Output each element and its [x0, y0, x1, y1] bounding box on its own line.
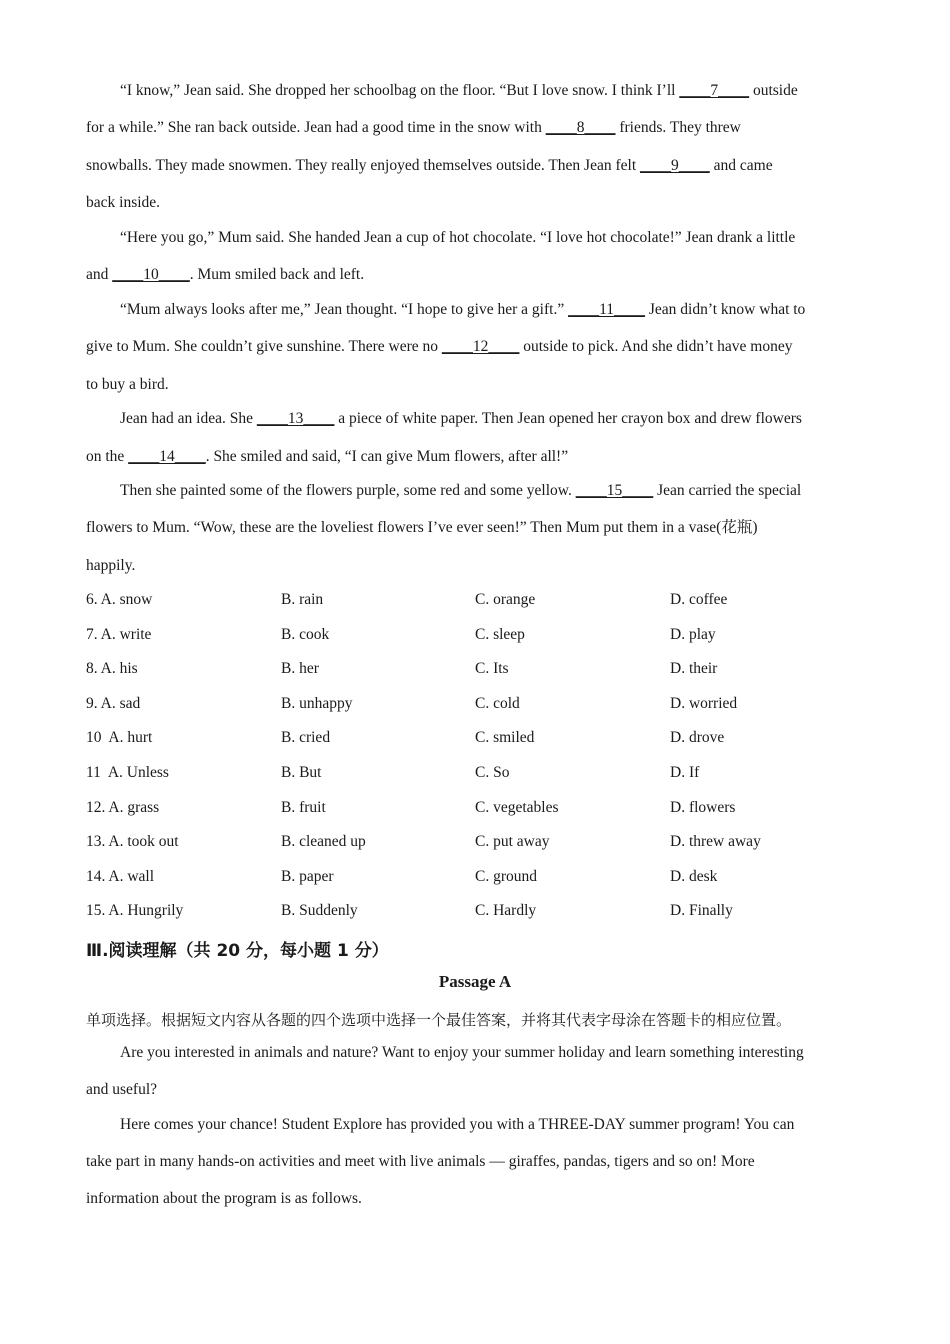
- option-c: C. So: [475, 764, 510, 781]
- option-b: B. her: [281, 660, 319, 677]
- option-d: D. coffee: [670, 591, 728, 608]
- option-d: D. drove: [670, 729, 725, 746]
- option-b: B. rain: [281, 591, 324, 608]
- blank-11: ____11____: [568, 301, 646, 318]
- passage-line: information about the program is as follows.: [86, 1190, 362, 1207]
- option-d: D. play: [670, 626, 716, 643]
- option-d: D. Finally: [670, 902, 733, 919]
- option-b: B. cook: [281, 626, 330, 643]
- option-c: C. sleep: [475, 626, 525, 643]
- option-a: 8. A. his: [86, 660, 138, 677]
- option-c: C. smiled: [475, 729, 535, 746]
- story-line: for a while.” She ran back outside. Jean had a good time in the snow with ____8____ friends. They threw: [86, 119, 741, 136]
- blank-10: ____10____: [112, 266, 190, 283]
- story-line: “I know,” Jean said. She dropped her schoolbag on the floor. “But I love snow. I think I’ll ____7____ outside: [120, 82, 798, 99]
- section-title: Ⅲ.阅读理解（共 20 分，每小题 1 分）: [86, 941, 389, 961]
- question-10-options: [86, 728, 866, 748]
- story-line: happily.: [86, 557, 136, 574]
- option-c: C. vegetables: [475, 799, 559, 816]
- option-d: D. threw away: [670, 833, 761, 850]
- blank-13: ____13____: [256, 410, 335, 427]
- blank-14: ____14____: [128, 448, 206, 465]
- option-c: C. Hardly: [475, 902, 537, 919]
- story-line: Jean had an idea. She ____13____ a piece of white paper. Then Jean opened her crayon box and drew flowers: [120, 410, 802, 427]
- option-c: C. orange: [475, 591, 536, 608]
- option-a: 10 A. hurt: [86, 729, 153, 746]
- option-a: 13. A. took out: [86, 833, 179, 850]
- question-13-options: [86, 832, 866, 852]
- option-a: 11 A. Unless: [86, 764, 169, 781]
- option-b: B. unhappy: [281, 695, 353, 712]
- option-b: B. But: [281, 764, 322, 781]
- passage-line: and useful?: [86, 1081, 158, 1098]
- option-a: 6. A. snow: [86, 591, 153, 608]
- option-b: B. Suddenly: [281, 902, 358, 919]
- passage-line: Are you interested in animals and nature? Want to enjoy your summer holiday and learn something interesting: [120, 1044, 804, 1061]
- blank-7: ____7____: [679, 82, 750, 99]
- option-a: 15. A. Hungrily: [86, 902, 184, 919]
- question-8-options: [86, 659, 866, 679]
- option-a: 9. A. sad: [86, 695, 141, 712]
- blank-9: ____9____: [640, 157, 710, 174]
- option-a: 7. A. write: [86, 626, 152, 643]
- blank-15: ____15____: [575, 482, 654, 499]
- option-b: B. paper: [281, 868, 334, 885]
- option-c: C. cold: [475, 695, 520, 712]
- question-7-options: [86, 625, 866, 645]
- option-d: D. worried: [670, 695, 738, 712]
- option-a: 14. A. wall: [86, 868, 155, 885]
- option-c: C. Its: [475, 660, 509, 677]
- option-b: B. fruit: [281, 799, 326, 816]
- question-9-options: [86, 694, 866, 714]
- story-line: Then she painted some of the flowers purple, some red and some yellow. ____15____ Jean carried the special: [120, 482, 802, 499]
- story-line: “Mum always looks after me,” Jean thought. “I hope to give her a gift.” ____11____ Jean didn’t know what to: [120, 301, 806, 318]
- story-line: to buy a bird.: [86, 376, 169, 393]
- question-11-options: [86, 763, 866, 783]
- passage-title: Passage A: [438, 972, 512, 991]
- question-6-options: [86, 590, 866, 610]
- instructions: 单项选择。根据短文内容从各题的四个选项中选择一个最佳答案，并将其代表字母涂在答题卡的相应位置。: [86, 1011, 792, 1029]
- option-d: D. their: [670, 660, 718, 677]
- story-line: flowers to Mum. “Wow, these are the loveliest flowers I’ve ever seen!” Then Mum put them in a vase(花瓶): [86, 519, 758, 536]
- story-line: back inside.: [86, 194, 161, 211]
- option-d: D. desk: [670, 868, 718, 885]
- option-a: 12. A. grass: [86, 799, 160, 816]
- passage-line: Here comes your chance! Student Explore has provided you with a THREE-DAY summer program! You can: [120, 1116, 795, 1133]
- option-c: C. put away: [475, 833, 550, 850]
- story-line: give to Mum. She couldn’t give sunshine. There were no ____12____ outside to pick. And she didn’t have money: [86, 338, 793, 355]
- story-line: and ____10____. Mum smiled back and left.: [86, 266, 365, 283]
- blank-8: ____8____: [545, 119, 616, 136]
- story-line: snowballs. They made snowmen. They really enjoyed themselves outside. Then Jean felt ____9____ and came: [86, 157, 773, 174]
- option-d: D. flowers: [670, 799, 736, 816]
- question-14-options: [86, 867, 866, 887]
- option-b: B. cried: [281, 729, 331, 746]
- blank-12: ____12____: [441, 338, 520, 355]
- story-line: “Here you go,” Mum said. She handed Jean a cup of hot chocolate. “I love hot chocolate!” Jean drank a little: [120, 229, 796, 246]
- passage-line: take part in many hands-on activities and meet with live animals — giraffes, pandas, tigers and so on! More: [86, 1153, 755, 1170]
- question-15-options: [86, 901, 866, 921]
- option-d: D. If: [670, 764, 700, 781]
- question-12-options: [86, 798, 866, 818]
- option-c: C. ground: [475, 868, 537, 885]
- option-b: B. cleaned up: [281, 833, 366, 850]
- story-line: on the ____14____. She smiled and said, “I can give Mum flowers, after all!”: [86, 448, 569, 465]
